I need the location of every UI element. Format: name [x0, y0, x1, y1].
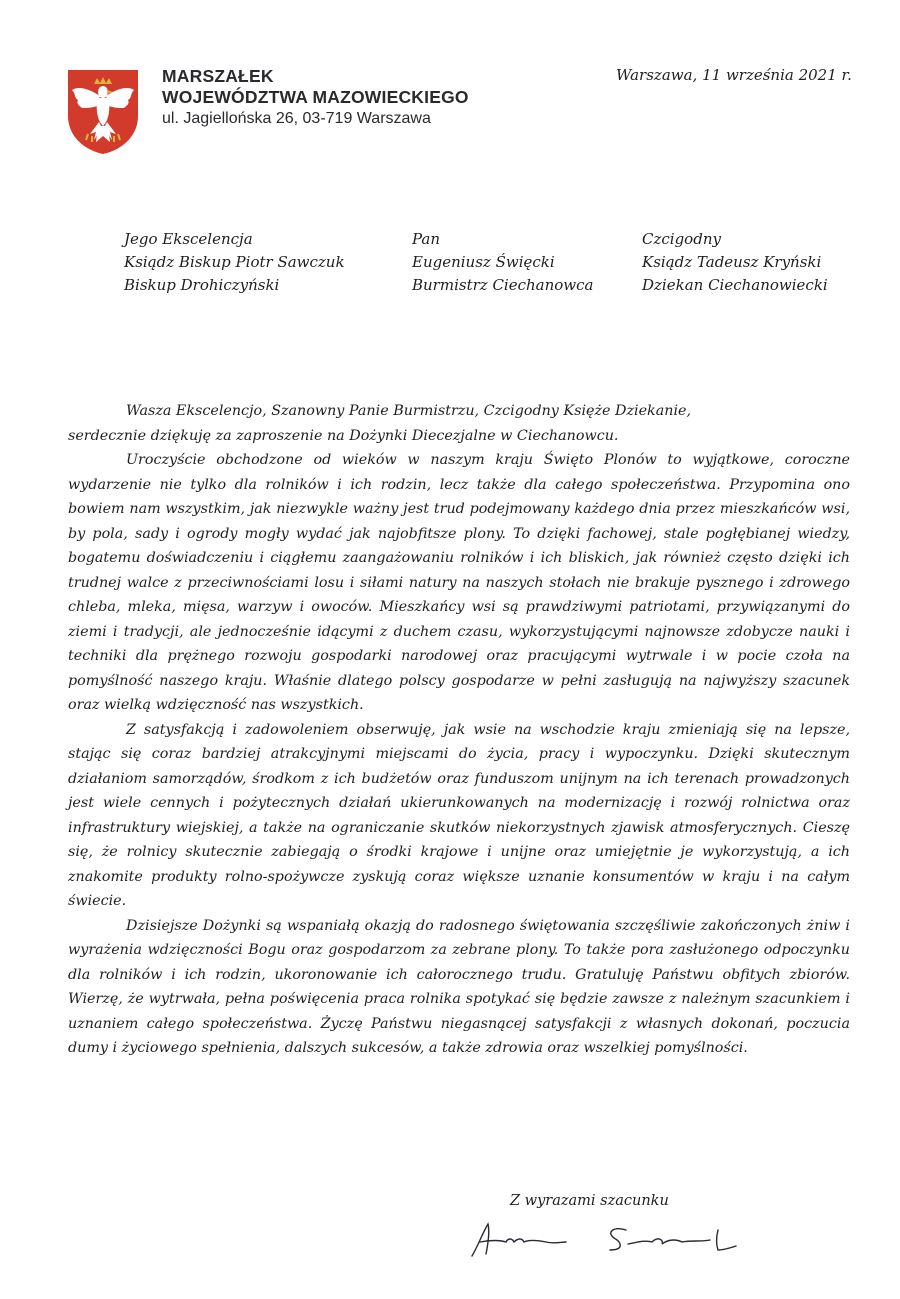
recipient-bishop	[124, 228, 345, 297]
issuer-office: WOJEWÓDZTWA MAZOWIECKIEGO	[162, 87, 469, 107]
recipient-line: Dziekan Ciechanowiecki	[642, 276, 828, 294]
recipient-line: Jego Ekscelencja	[124, 230, 253, 248]
paragraph-harvest-festival: Uroczyście obchodzone od wieków w naszym kraju Święto Plonów to wyjątkowe, coroczne wydarzenie nie tylko dla rolników i ich rodzin, lecz także dla całego społeczeństwa. Przypomina ono bowiem nam wszystkim, jak niezwykle ważny jest trud podejmowany każdego dnia przez mieszkańców wsi, by pola, sady i ogrody mogły wydać jak najobfitsze plony. To dzięki fachowej, stale pogłębianej wiedzy, bogatemu doświadczeniu i ciągłemu zaangażowaniu rolników i ich bliskich, jak również często dzięki ich trudnej walce z przeciwnościami losu i siłami natury na naszych stołach nie brakuje pysznego i zdrowego chleba, mleka, mięsa, warzyw i owoców. Mieszkańcy wsi są prawdziwymi patriotami, przywiązanymi do ziemi i tradycji, ale jednocześnie idącymi z duchem czasu, wykorzystującymi najnowsze zdobycze nauki i techniki dla prężnego rozwoju gospodarki narodowej oraz pracującymi wytrwale i w pocie czoła na pomyślność naszego kraju. Właśnie dlatego polscy gospodarze w pełni zasługują na najwyższy szacunek oraz wielką wdzięczność nas wszystkich.	[68, 452, 850, 713]
issuer-address: ul. Jagiellońska 26, 03-719 Warszawa	[162, 110, 431, 127]
recipient-line: Burmistrz Ciechanowca	[412, 276, 594, 294]
thanks-line: serdecznie dziękuję za zaproszenie na Dożynki Diecezjalne w Ciechanowcu.	[68, 427, 619, 444]
issuer-title: MARSZAŁEK	[162, 66, 274, 86]
recipient-dean	[642, 228, 828, 297]
letter-date: Warszawa, 11 września 2021 r.	[616, 66, 852, 84]
recipient-line: Ksiądz Biskup Piotr Sawczuk	[124, 253, 345, 271]
closing-phrase: Z wyrazami szacunku	[510, 1193, 669, 1209]
recipient-line: Ksiądz Tadeusz Kryński	[642, 253, 822, 271]
salutation: Wasza Ekscelencjo, Szanowny Panie Burmistrzu, Czcigodny Księże Dziekanie,	[126, 403, 692, 419]
recipient-line: Biskup Drohiczyński	[124, 276, 280, 294]
issuer-block	[162, 66, 469, 130]
letter-body	[68, 399, 850, 1061]
paragraph-rural-development: Z satysfakcją i zadowoleniem obserwuję, jak wsie na wschodzie kraju zmieniają się na lepsze, stając się coraz bardziej atrakcyjnymi miejscami do życia, pracy i wypoczynku. Dzięki skutecznym działaniom samorządów, środkom z ich budżetów oraz funduszom unijnym na ich terenach prowadzonych jest wiele cennych i pożytecznych działań ukierunkowanych na modernizację i rozwój rolnictwa oraz infrastruktury wiejskiej, a także na ograniczanie skutków niekorzystnych zjawisk atmosferycznych. Cieszę się, że rolnicy skutecznie zabiegają o środki krajowe i unijne oraz umiejętnie je wykorzystują, a ich znakomite produkty rolno-spożywcze zyskują coraz większe uznanie konsumentów w kraju i na całym świecie.	[68, 721, 850, 909]
white-eagle-crest-icon	[66, 68, 140, 156]
paragraph-wishes: Dzisiejsze Dożynki są wspaniałą okazją do radosnego świętowania szczęśliwie zakończonych żniw i wyrażenia wdzięczności Bogu oraz gospodarzom za zebrane plony. To także pora zasłużonego odpoczynku dla rolników i ich rodzin, ukoronowanie ich całorocznego trudu. Gratuluję Państwu obfitych zbiorów. Wierzę, że wytrwała, pełna poświęcenia praca rolnika spotykać się będzie zawsze z należnym szacunkiem i uznaniem całego społeczeństwa. Życzę Państwu niegasnącej satysfakcji z własnych dokonań, poczucia dumy i życiowego spełnienia, dalszych sukcesów, a także zdrowia oraz wszelkiej pomyślności.	[68, 917, 850, 1056]
handwritten-signature-icon	[466, 1212, 766, 1262]
recipient-line: Eugeniusz Święcki	[412, 253, 555, 271]
recipient-line: Pan	[412, 230, 441, 248]
recipient-mayor	[412, 228, 593, 297]
recipient-line: Czcigodny	[642, 230, 721, 248]
